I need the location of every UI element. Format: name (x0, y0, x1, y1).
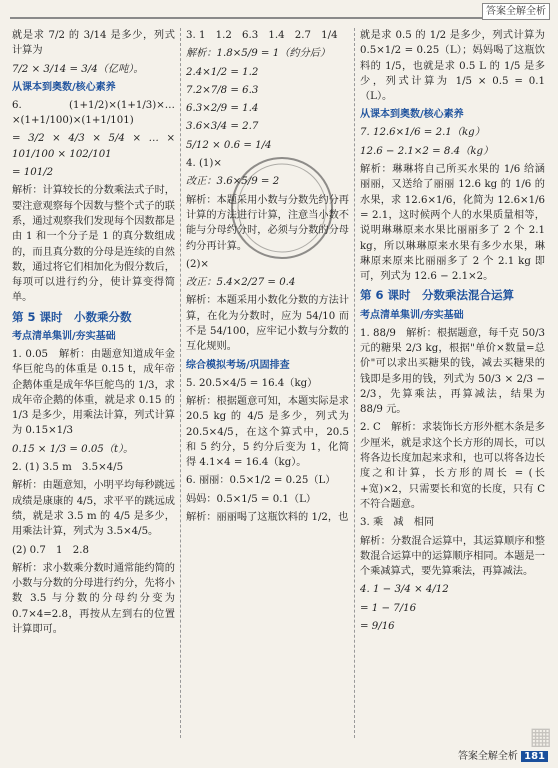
column-left (12, 28, 175, 746)
math-line: 3.6×3/4 = 2.7 (186, 121, 259, 133)
lesson-title: 第 5 课时 小数乘分数 (12, 309, 132, 324)
column-right (360, 28, 545, 746)
math-line: = 101/2 (12, 167, 54, 179)
answer-text: 1. 0.05 解析：由题意知道成年金华巨舵鸟的体重是 0.15 t，成年帝企鹅体重是成年华巨舵鸟的 1/3，求成年帝企鹅的体重，就是求 0.15 的 1/3 是多少，用乘法计算，列式计算为 0.15×1/3 (12, 349, 175, 437)
section-heading: 考点清单集训/夯实基础 (12, 331, 116, 342)
math-line: 7/2 × 3/14 = 3/4（亿吨）。 (12, 63, 144, 75)
header-rule (10, 17, 548, 19)
answer-text: 1. 88/9 解析：根据题意，每千克 50/3 元的糖果 2/3 kg，根据"单价×数量=总价"可以求出买糖果的钱，减去买糖果的钱即是多用的钱，列式为 50/3 × 2/3 − 2/3，先算乘法，再算减法，结果为 88/9 元。 (360, 327, 545, 416)
math-line: 5/12 × 0.6 = 1/4 (186, 139, 272, 151)
page-header (0, 0, 558, 24)
answer-text: 解析：根据题意可知，本题实际是求 20.5 kg 的 4/5 是多少，列式为 20.5×4/5，在这个算式中，20.5 和 5 约分，5 约分后变为 1，化简得 4.1×4 = 16.4（kg）。 (186, 395, 349, 469)
section-heading: 从课本到奥数/核心素养 (360, 109, 464, 121)
header-label: 答案全解全析 (482, 3, 550, 20)
section-heading: 从课本到奥数/核心素养 (12, 81, 116, 93)
section-heading: 综合模拟考场/巩固排查 (186, 359, 290, 371)
answer-text: 妈妈：0.5×1/5 = 0.1（L） (186, 493, 317, 505)
answer-text: 3. 乘 减 相同 (360, 517, 435, 529)
column-divider (180, 28, 181, 738)
answer-text: 2. C 解析：求装饰长方形外框木条是多少厘米，就是求这个长方形的周长，可以将各边长度加起来求和，也可以将各边长度之和计算，长方形的周长 = (长+宽)×2，只需要长和宽的长度，只有 C 不符合题意。 (360, 422, 545, 510)
math-line: 0.15 × 1/3 = 0.05（t）。 (12, 443, 134, 455)
math-line: 改正：5.4×2/27 = 0.4 (186, 277, 296, 289)
answer-text: 3. 1 1.2 6.3 1.4 2.7 1/4 (186, 30, 338, 41)
math-line: 7. 12.6×1/6 = 2.1（kg） (360, 127, 485, 139)
answer-text: 4. (1)× (186, 158, 222, 170)
page-number: 181 (521, 751, 548, 762)
answer-text: 解析：由题意知，小明平均每秒跳远成绩是康康的 4/5，求平平的跳远成绩，就是求 3.5 m 的 4/5 是多少，用乘法计算，列式为 3.5×4/5。 (12, 480, 175, 538)
answer-text: 6. (1+1/2)×(1+1/3)×…×(1+1/100)×(1+1/101) (12, 99, 175, 127)
answer-text: 解析：求小数乘分数时通常能约简的小数与分数的分母进行约分，先将小数 3.5 与分数的分母约分变为 0.7×4=2.8，再按从左到右的位置计算即可。 (12, 562, 175, 636)
math-line: 改正：3.6×5/9 = 2 (186, 176, 280, 188)
answer-text: (2)× (186, 258, 209, 270)
answer-text: 解析：本题采用小数与分数先约分再计算的方法进行计算，注意当小数不能与分母约分时，必须与分数的分母约分再计算。 (186, 194, 349, 252)
math-line: = 3/2 × 4/3 × 5/4 × … × 101/100 × 102/101 (12, 133, 175, 160)
math-line: = 9/16 (360, 621, 395, 633)
answer-text: 6. 丽丽：0.5×1/2 = 0.25（L） (186, 475, 336, 487)
page-footer (458, 749, 548, 764)
answer-text: (2) 0.7 1 2.8 (12, 544, 89, 556)
answer-text: 解析：计算较长的分数乘法式子时，要注意观察每个因数与整个式子的联系，通过观察我们发现每个因数都是由 1 和一个分子是 1 的真分数组成的，而且真分数的分母是连续的自然数，通过将它们相加化为假分数后，每项可以进行约分，使计算变得简单。 (12, 185, 175, 304)
answer-text: 解析：本题采用小数化分数的方法计算，在化为分数时，应为 54/10 而不是 54/100，应牢记小数与分数的互化规则。 (186, 295, 349, 353)
answer-text: 5. 20.5×4/5 = 16.4（kg） (186, 377, 318, 389)
math-line: 2.4×1/2 = 1.2 (186, 66, 259, 78)
math-line: 12.6 − 2.1×2 = 8.4（kg） (360, 145, 494, 157)
answer-text: 解析：琳琳将自己所买水果的 1/6 给涵丽丽，又送给了丽丽 12.6 kg 的 1/6 的水果，求 12.6×1/6，化简为 12.6×1/6 = 2.1，这时候两个人的水果质量相等，说明琳琳原来水果比丽丽多了 2 个 2.1 kg，所以琳琳原来水果有多少水果，琳琳原来原来比丽丽多了 2 个 2.1 kg 即可，列式为 12.6 − 2.1×2。 (360, 164, 545, 283)
footer-label: 答案全解全析 (457, 751, 518, 762)
answer-text: 解析：分数混合运算中，其运算顺序和整数混合运算中的运算顺序相同。本题是一个乘减算式，要先算乘法，再算减法。 (360, 535, 545, 578)
math-line: 6.3×2/9 = 1.4 (186, 103, 259, 115)
column-divider (354, 28, 355, 738)
math-line: 7.2×7/8 = 6.3 (186, 84, 259, 96)
math-line: 解析：1.8×5/9 = 1（约分后） (186, 48, 331, 60)
lesson-title: 第 6 课时 分数乘法混合运算 (360, 288, 515, 303)
answer-text: 就是求 0.5 的 1/2 是多少，列式计算为 0.5×1/2 = 0.25（L）；妈妈喝了这瓶饮料的 1/5，也就是求 0.5 L 的 1/5 是多少，列式计算为 1/5 × 0.5 = 0.1（L）。 (360, 30, 545, 103)
answer-text: 解析：丽丽喝了这瓶饮料的 1/2，也 (186, 512, 349, 524)
corner-watermark: ▦ (529, 722, 552, 750)
section-heading: 考点清单集训/夯实基础 (360, 309, 464, 321)
math-line: 4. 1 − 3/4 × 4/12 (360, 584, 449, 596)
answer-text: 就是求 7/2 的 3/14 是多少，列式计算为 (12, 30, 175, 57)
math-line: = 1 − 7/16 (360, 602, 417, 614)
answer-text: 2. (1) 3.5 m 3.5×4/5 (12, 462, 124, 474)
